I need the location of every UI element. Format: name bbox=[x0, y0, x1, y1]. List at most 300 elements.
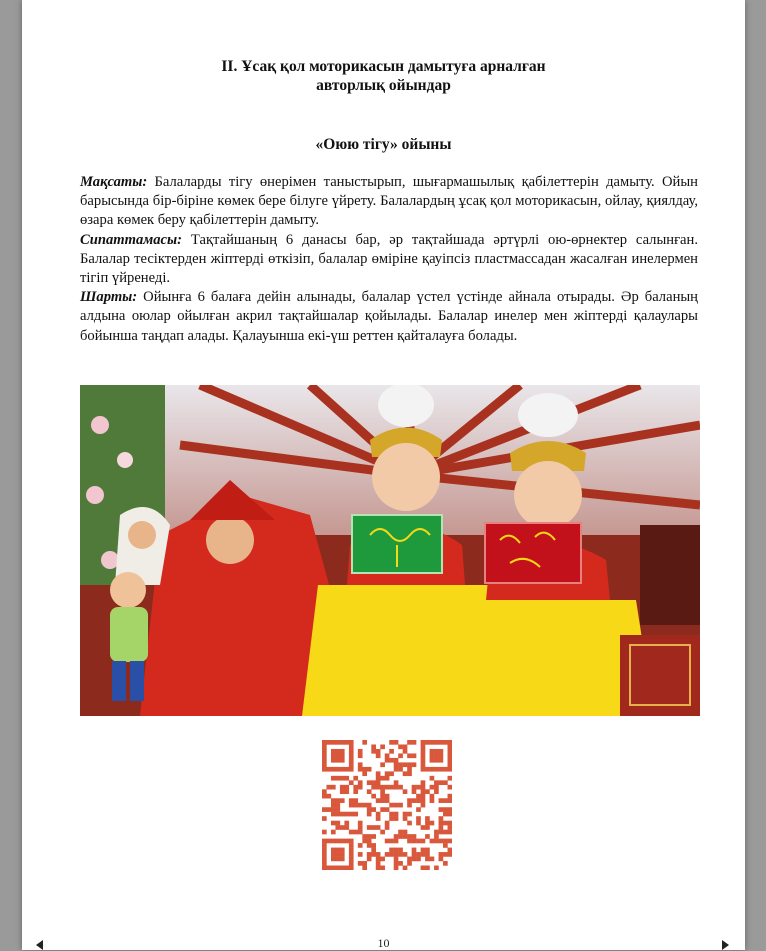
qr-module bbox=[389, 803, 394, 808]
description-text: Тақтайшаның 6 данасы бар, әр тақтайшада әртүрлі ою-өрнектер салынған. Балалар тесіктерден жіптерді өткізіп, балалар өміріне қауіпсіз пластмассадан жасалған инелермен тігіп үйренеді. bbox=[80, 231, 698, 287]
qr-module bbox=[448, 794, 452, 799]
qr-module bbox=[344, 767, 349, 772]
children-photo bbox=[80, 385, 700, 716]
qr-module bbox=[380, 857, 385, 862]
qr-module bbox=[439, 767, 444, 772]
qr-module bbox=[443, 798, 448, 803]
qr-module bbox=[425, 767, 430, 772]
qr-module bbox=[448, 758, 452, 763]
qr-module bbox=[434, 767, 439, 772]
qr-module bbox=[434, 749, 439, 754]
qr-module bbox=[425, 834, 430, 839]
qr-module bbox=[344, 839, 349, 844]
qr-module bbox=[322, 861, 327, 866]
qr-module bbox=[412, 834, 417, 839]
qr-module bbox=[443, 843, 448, 848]
qr-module bbox=[353, 812, 358, 817]
qr-module bbox=[322, 794, 327, 799]
qr-module bbox=[353, 785, 358, 790]
qr-module bbox=[344, 776, 349, 781]
qr-module bbox=[398, 762, 403, 767]
qr-module bbox=[331, 830, 336, 835]
qr-module bbox=[362, 767, 367, 772]
qr-module bbox=[376, 825, 381, 830]
previous-page-arrow-icon[interactable] bbox=[36, 940, 43, 950]
description-paragraph bbox=[80, 231, 698, 289]
qr-module bbox=[353, 830, 358, 835]
qr-module bbox=[421, 758, 426, 763]
qr-module bbox=[331, 821, 336, 826]
qr-module bbox=[367, 825, 372, 830]
qr-module bbox=[322, 852, 327, 857]
qr-module bbox=[322, 807, 327, 812]
qr-module bbox=[421, 780, 426, 785]
qr-module bbox=[385, 753, 390, 758]
qr-module bbox=[340, 753, 345, 758]
qr-module bbox=[398, 852, 403, 857]
qr-module bbox=[425, 857, 430, 862]
qr-module bbox=[448, 798, 452, 803]
qr-module bbox=[407, 812, 412, 817]
qr-module bbox=[430, 776, 435, 781]
qr-module bbox=[403, 789, 408, 794]
qr-module bbox=[335, 812, 340, 817]
qr-module bbox=[448, 762, 452, 767]
qr-module bbox=[353, 803, 358, 808]
qr-module bbox=[335, 857, 340, 862]
qr-module bbox=[340, 866, 345, 870]
qr-module bbox=[322, 740, 327, 745]
qr-module bbox=[394, 861, 399, 866]
qr-module bbox=[340, 848, 345, 853]
qr-module bbox=[403, 866, 408, 870]
qr-module bbox=[439, 749, 444, 754]
qr-module bbox=[407, 857, 412, 862]
qr-module bbox=[425, 740, 430, 745]
qr-module bbox=[421, 767, 426, 772]
qr-module bbox=[349, 848, 354, 853]
qr-module bbox=[385, 771, 390, 776]
qr-module bbox=[380, 798, 385, 803]
qr-module bbox=[322, 857, 327, 862]
qr-module bbox=[376, 866, 381, 870]
qr-module bbox=[335, 866, 340, 870]
qr-module bbox=[349, 812, 354, 817]
qr-module bbox=[331, 798, 336, 803]
qr-module bbox=[331, 857, 336, 862]
qr-module bbox=[425, 821, 430, 826]
qr-module bbox=[326, 866, 331, 870]
qr-module bbox=[371, 852, 376, 857]
qr-module bbox=[340, 798, 345, 803]
qr-module bbox=[412, 852, 417, 857]
qr-module bbox=[430, 857, 435, 862]
qr-module bbox=[358, 843, 363, 848]
qr-module bbox=[331, 758, 336, 763]
qr-module bbox=[398, 753, 403, 758]
qr-module bbox=[335, 821, 340, 826]
qr-module bbox=[335, 740, 340, 745]
qr-module bbox=[403, 852, 408, 857]
qr-module bbox=[371, 843, 376, 848]
qr-module bbox=[385, 758, 390, 763]
qr-module bbox=[448, 776, 452, 781]
qr-module bbox=[367, 803, 372, 808]
qr-module bbox=[322, 753, 327, 758]
qr-module bbox=[430, 767, 435, 772]
qr-module bbox=[421, 848, 426, 853]
qr-module bbox=[394, 785, 399, 790]
qr-module bbox=[322, 839, 327, 844]
qr-module bbox=[362, 866, 367, 870]
qr-module bbox=[439, 825, 444, 830]
game-title: «Оюю тігу» ойыны bbox=[315, 136, 452, 153]
qr-module bbox=[403, 834, 408, 839]
qr-module bbox=[331, 776, 336, 781]
qr-module bbox=[443, 807, 448, 812]
qr-module bbox=[331, 866, 336, 870]
qr-module bbox=[371, 834, 376, 839]
qr-module bbox=[443, 861, 448, 866]
qr-module bbox=[358, 762, 363, 767]
qr-module bbox=[430, 839, 435, 844]
qr-module bbox=[367, 834, 372, 839]
qr-module bbox=[434, 830, 439, 835]
qr-module bbox=[403, 816, 408, 821]
qr-module bbox=[367, 843, 372, 848]
qr-module bbox=[439, 830, 444, 835]
qr-module bbox=[358, 830, 363, 835]
qr-module bbox=[322, 749, 327, 754]
section-title bbox=[22, 57, 745, 95]
qr-module bbox=[380, 830, 385, 835]
qr-module bbox=[385, 807, 390, 812]
qr-module bbox=[371, 785, 376, 790]
qr-module bbox=[362, 834, 367, 839]
qr-module bbox=[340, 776, 345, 781]
qr-module bbox=[340, 767, 345, 772]
qr-module bbox=[344, 789, 349, 794]
qr-module bbox=[416, 821, 421, 826]
qr-module bbox=[331, 852, 336, 857]
qr-module bbox=[353, 789, 358, 794]
qr-module bbox=[380, 807, 385, 812]
qr-module bbox=[430, 740, 435, 745]
body-text bbox=[80, 173, 698, 346]
qr-module bbox=[394, 857, 399, 862]
qr-module bbox=[434, 785, 439, 790]
qr-module bbox=[403, 762, 408, 767]
qr-module bbox=[367, 789, 372, 794]
qr-module bbox=[394, 866, 399, 870]
qr-module bbox=[430, 758, 435, 763]
qr-module bbox=[371, 794, 376, 799]
qr-module bbox=[421, 825, 426, 830]
qr-module bbox=[376, 785, 381, 790]
qr-module bbox=[448, 839, 452, 844]
qr-module bbox=[421, 762, 426, 767]
qr-module bbox=[344, 866, 349, 870]
qr-module bbox=[425, 816, 430, 821]
qr-module bbox=[362, 771, 367, 776]
qr-module bbox=[380, 744, 385, 749]
qr-module bbox=[398, 834, 403, 839]
qr-module bbox=[443, 740, 448, 745]
qr-module bbox=[349, 852, 354, 857]
qr-module bbox=[380, 785, 385, 790]
qr-module bbox=[407, 753, 412, 758]
qr-module bbox=[421, 744, 426, 749]
qr-module bbox=[407, 839, 412, 844]
qr-module bbox=[443, 812, 448, 817]
qr-module bbox=[376, 812, 381, 817]
qr-module bbox=[421, 753, 426, 758]
qr-module bbox=[349, 830, 354, 835]
qr-module bbox=[394, 803, 399, 808]
qr-module bbox=[349, 749, 354, 754]
qr-module bbox=[394, 767, 399, 772]
qr-module bbox=[448, 785, 452, 790]
qr-module bbox=[407, 798, 412, 803]
qr-module bbox=[344, 785, 349, 790]
qr-module bbox=[349, 740, 354, 745]
qr-module bbox=[367, 852, 372, 857]
qr-module bbox=[434, 789, 439, 794]
qr-module bbox=[340, 825, 345, 830]
qr-module bbox=[340, 839, 345, 844]
qr-module bbox=[349, 803, 354, 808]
qr-module bbox=[353, 776, 358, 781]
qr-module bbox=[385, 825, 390, 830]
qr-module bbox=[425, 848, 430, 853]
qr-module bbox=[434, 780, 439, 785]
qr-module bbox=[412, 785, 417, 790]
qr-module bbox=[349, 866, 354, 870]
qr-module bbox=[362, 803, 367, 808]
qr-module bbox=[389, 771, 394, 776]
qr-module bbox=[385, 821, 390, 826]
qr-module bbox=[335, 758, 340, 763]
next-page-arrow-icon[interactable] bbox=[722, 940, 729, 950]
qr-module bbox=[322, 816, 327, 821]
qr-module bbox=[376, 857, 381, 862]
qr-module bbox=[358, 780, 363, 785]
qr-module bbox=[335, 798, 340, 803]
qr-module bbox=[430, 794, 435, 799]
qr-module bbox=[349, 798, 354, 803]
qr-module bbox=[367, 812, 372, 817]
qr-module bbox=[349, 762, 354, 767]
qr-module bbox=[394, 758, 399, 763]
qr-module bbox=[376, 771, 381, 776]
qr-module bbox=[448, 744, 452, 749]
qr-module bbox=[322, 762, 327, 767]
qr-module bbox=[331, 749, 336, 754]
goal-text: Балаларды тігу өнерімен таныстырып, шығармашылық қабілеттерін дамыту. Ойын барысында бір-біріне көмек бере білуге үйрету. Балалардың ұсақ қол моторикасын, ойлау, қиялдау, өзара көмек беру қабілеттерін дамыту. bbox=[80, 174, 698, 229]
qr-module bbox=[331, 767, 336, 772]
qr-module bbox=[362, 740, 367, 745]
qr-module bbox=[322, 866, 327, 870]
rules-text: Ойынға 6 балаға дейін алынады, балалар үстел үстінде айнала отырады. Әр баланың алдына оюлар ойылған акрил тақтайшалар қойылады. Балалар инелер мен жіптерді қалаулары бойынша таңдап алады. Қалауынша екі-үш реттен қайталауға болады. bbox=[80, 289, 698, 344]
qr-module bbox=[421, 789, 426, 794]
qr-module bbox=[335, 807, 340, 812]
section-title-line1: II. Ұсақ қол моторикасын дамытуға арналған bbox=[221, 58, 546, 75]
qr-module bbox=[430, 821, 435, 826]
qr-module bbox=[367, 767, 372, 772]
qr-module bbox=[340, 740, 345, 745]
qr-module bbox=[335, 852, 340, 857]
qr-module bbox=[439, 816, 444, 821]
qr-module bbox=[416, 785, 421, 790]
qr-module bbox=[394, 848, 399, 853]
qr-module bbox=[358, 821, 363, 826]
qr-module bbox=[349, 843, 354, 848]
qr-module bbox=[340, 785, 345, 790]
qr-module bbox=[367, 807, 372, 812]
qr-module bbox=[448, 848, 452, 853]
qr-module bbox=[371, 825, 376, 830]
qr-module bbox=[376, 780, 381, 785]
qr-module bbox=[439, 798, 444, 803]
qr-module bbox=[412, 753, 417, 758]
qr-module bbox=[439, 839, 444, 844]
qr-module bbox=[448, 753, 452, 758]
qr-module bbox=[412, 839, 417, 844]
qr-module bbox=[394, 816, 399, 821]
qr-module bbox=[394, 812, 399, 817]
qr-module bbox=[439, 780, 444, 785]
qr-module bbox=[398, 744, 403, 749]
qr-module bbox=[412, 740, 417, 745]
qr-module bbox=[322, 767, 327, 772]
qr-module bbox=[385, 852, 390, 857]
qr-module bbox=[389, 758, 394, 763]
rules-paragraph bbox=[80, 288, 698, 346]
qr-module bbox=[443, 780, 448, 785]
qr-module bbox=[439, 821, 444, 826]
qr-module bbox=[434, 753, 439, 758]
qr-module bbox=[421, 785, 426, 790]
qr-module bbox=[434, 758, 439, 763]
qr-module bbox=[448, 830, 452, 835]
qr-module bbox=[335, 776, 340, 781]
qr-module bbox=[344, 740, 349, 745]
qr-module bbox=[380, 794, 385, 799]
qr-module bbox=[376, 861, 381, 866]
qr-module bbox=[385, 839, 390, 844]
qr-module bbox=[448, 812, 452, 817]
qr-module bbox=[416, 794, 421, 799]
qr-module bbox=[380, 776, 385, 781]
qr-module bbox=[349, 758, 354, 763]
qr-module bbox=[326, 785, 331, 790]
qr-module bbox=[358, 753, 363, 758]
qr-module bbox=[430, 753, 435, 758]
qr-module bbox=[389, 816, 394, 821]
qr-code[interactable] bbox=[322, 740, 452, 870]
qr-module bbox=[367, 839, 372, 844]
qr-module bbox=[403, 749, 408, 754]
qr-module bbox=[331, 807, 336, 812]
qr-module bbox=[389, 785, 394, 790]
qr-module bbox=[398, 785, 403, 790]
qr-module bbox=[421, 794, 426, 799]
qr-module bbox=[394, 852, 399, 857]
qr-module bbox=[439, 857, 444, 862]
qr-module bbox=[340, 852, 345, 857]
qr-module bbox=[421, 866, 426, 870]
qr-module bbox=[376, 852, 381, 857]
qr-module bbox=[425, 852, 430, 857]
qr-module bbox=[322, 843, 327, 848]
qr-module bbox=[358, 861, 363, 866]
qr-module bbox=[380, 789, 385, 794]
qr-module bbox=[430, 749, 435, 754]
qr-module bbox=[394, 740, 399, 745]
qr-module bbox=[349, 861, 354, 866]
qr-module bbox=[443, 852, 448, 857]
qr-module bbox=[407, 740, 412, 745]
qr-module bbox=[349, 767, 354, 772]
qr-module bbox=[371, 848, 376, 853]
qr-module bbox=[421, 852, 426, 857]
qr-module bbox=[430, 798, 435, 803]
qr-module bbox=[448, 821, 452, 826]
rules-label: Шарты: bbox=[80, 289, 138, 306]
qr-module bbox=[416, 839, 421, 844]
qr-module bbox=[340, 857, 345, 862]
qr-module bbox=[389, 852, 394, 857]
description-label: Сипаттамасы: bbox=[80, 231, 183, 248]
qr-module bbox=[443, 839, 448, 844]
qr-module bbox=[362, 861, 367, 866]
section-title-line2: авторлық ойындар bbox=[316, 77, 451, 94]
qr-module bbox=[439, 753, 444, 758]
qr-module bbox=[358, 852, 363, 857]
page-number: 10 bbox=[377, 936, 390, 950]
qr-module bbox=[439, 758, 444, 763]
qr-module bbox=[326, 839, 331, 844]
qr-module bbox=[407, 767, 412, 772]
qr-module bbox=[331, 803, 336, 808]
qr-module bbox=[326, 740, 331, 745]
qr-module bbox=[439, 807, 444, 812]
qr-module bbox=[448, 767, 452, 772]
qr-module bbox=[448, 740, 452, 745]
qr-module bbox=[349, 744, 354, 749]
qr-module bbox=[367, 857, 372, 862]
qr-module bbox=[380, 866, 385, 870]
qr-module bbox=[398, 767, 403, 772]
qr-module bbox=[389, 848, 394, 853]
qr-module bbox=[425, 789, 430, 794]
qr-module bbox=[331, 740, 336, 745]
qr-module bbox=[376, 798, 381, 803]
qr-module bbox=[412, 857, 417, 862]
qr-module bbox=[367, 780, 372, 785]
qr-module bbox=[371, 807, 376, 812]
qr-module bbox=[448, 825, 452, 830]
qr-module bbox=[421, 839, 426, 844]
qr-module bbox=[412, 789, 417, 794]
qr-module bbox=[407, 834, 412, 839]
qr-module bbox=[331, 848, 336, 853]
qr-module bbox=[425, 866, 430, 870]
qr-module bbox=[448, 807, 452, 812]
photo-image bbox=[80, 385, 700, 716]
qr-module bbox=[407, 771, 412, 776]
qr-module bbox=[349, 857, 354, 862]
